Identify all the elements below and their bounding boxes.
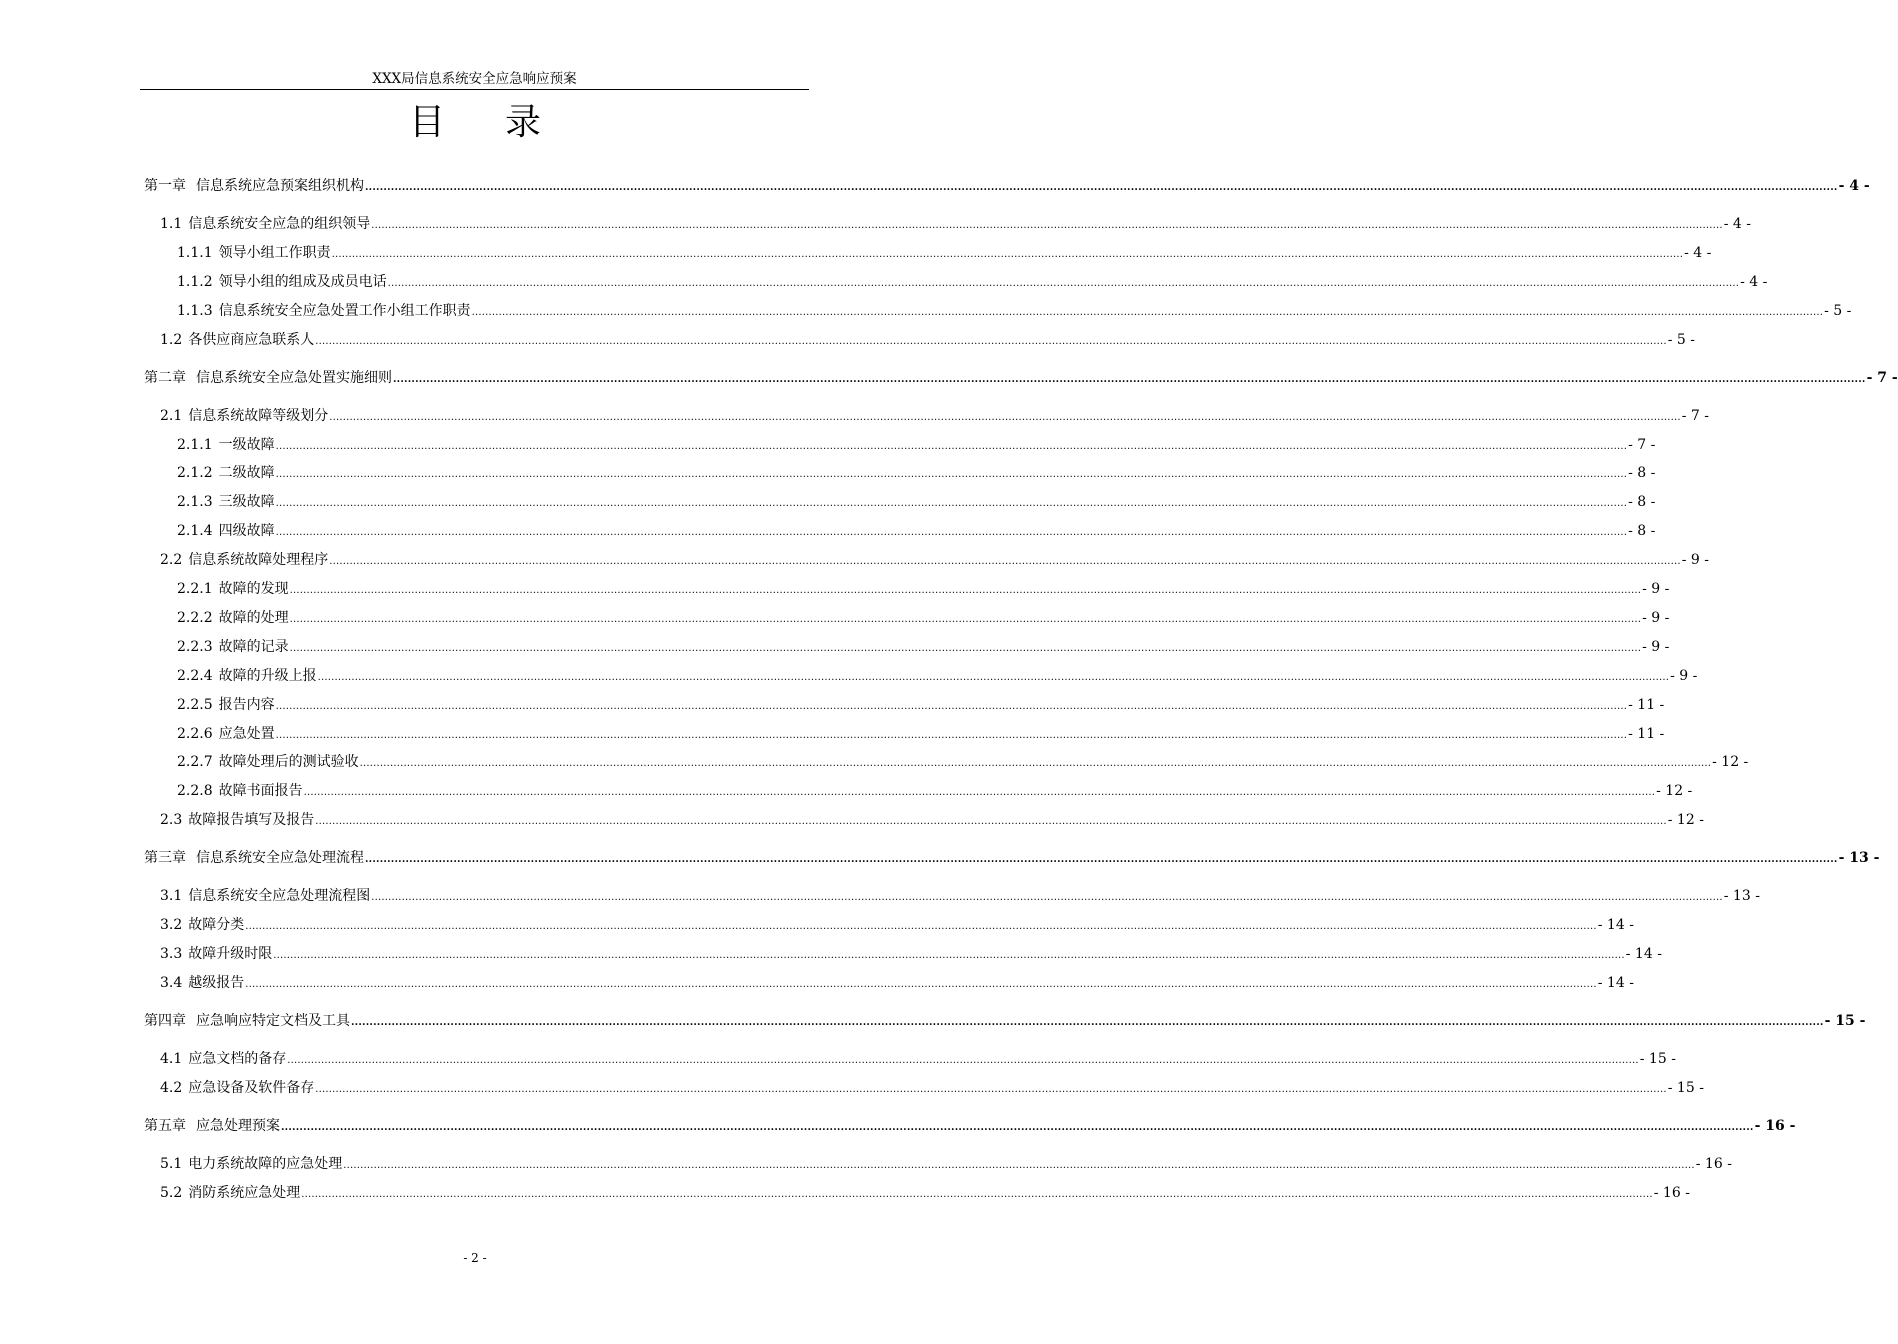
toc-leader-dots: ................................................................................................................................................................................................................................................................................................................................................................................................................ xyxy=(287,1054,1639,1066)
page-number: - 2 - xyxy=(463,1251,487,1265)
toc-entry-label xyxy=(160,810,314,830)
toc-leader-dots: ................................................................................................................................................................................................................................................................................................................................................................................................................ xyxy=(315,335,1667,347)
toc-entry-label xyxy=(160,406,328,426)
toc-entry-title: 应急处置 xyxy=(218,725,275,742)
toc-entry-title: 故障的记录 xyxy=(218,638,289,655)
toc-entry-label xyxy=(177,435,275,455)
toc-entry-label xyxy=(160,1078,314,1098)
toc-entry-title: 电力系统故障的应急处理 xyxy=(188,1155,343,1172)
toc-entry-title: 消防系统应急处理 xyxy=(188,1184,301,1201)
toc-entry-number: 2.2.4 xyxy=(177,667,213,684)
toc-entry-number: 2.3 xyxy=(160,812,183,829)
toc-entry-page: - 16 - xyxy=(1754,1117,1796,1134)
toc-entry-title: 信息系统故障等级划分 xyxy=(188,407,329,424)
toc-entry-number: 4.2 xyxy=(160,1079,183,1096)
toc-entry[interactable] xyxy=(177,463,1656,485)
toc-entry-page: - 14 - xyxy=(1597,917,1634,934)
toc-entry-page: - 13 - xyxy=(1838,850,1880,867)
toc-entry-number: 3.3 xyxy=(160,946,183,962)
toc-entry[interactable] xyxy=(177,608,1670,630)
toc-entry-page: - 9 - xyxy=(1642,581,1670,597)
toc-entry-page: - 16 - xyxy=(1653,1184,1690,1201)
toc-entry-title: 故障书面报告 xyxy=(218,783,303,800)
toc-entry-page: - 9 - xyxy=(1681,552,1710,569)
toc-entry-number: 第四章 xyxy=(144,1012,186,1029)
toc-entry[interactable] xyxy=(177,492,1656,514)
toc-entry-label xyxy=(144,176,364,196)
toc-entry-title: 故障的处理 xyxy=(218,609,289,626)
toc-entry-page: - 9 - xyxy=(1670,667,1698,684)
toc-entry[interactable] xyxy=(177,752,1749,774)
toc-entry-title: 各供应商应急联系人 xyxy=(188,331,315,348)
toc-entry[interactable] xyxy=(160,330,1696,352)
toc-entry-number: 1.1.2 xyxy=(177,273,213,290)
toc-leader-dots: ................................................................................................................................................................................................................................................................................................................................................................................................................ xyxy=(343,1159,1695,1171)
toc-entry-number: 第三章 xyxy=(144,850,186,867)
toc-leader-dots: ................................................................................................................................................................................................................................................................................................................................................................................................................ xyxy=(245,978,1597,990)
toc-entry[interactable] xyxy=(177,579,1670,601)
toc-chapter-entry[interactable] xyxy=(144,848,1880,870)
toc-entry[interactable] xyxy=(177,243,1712,265)
toc-entry-page: - 12 - xyxy=(1712,754,1749,771)
toc-entry[interactable] xyxy=(177,301,1852,323)
toc-entry-label xyxy=(160,944,272,964)
toc-chapter-entry[interactable] xyxy=(144,1011,1866,1033)
toc-entry-title: 越级报告 xyxy=(188,974,245,991)
toc-entry-number: 4.1 xyxy=(160,1050,183,1067)
toc-leader-dots: ................................................................................................................................................................................................................................................................................................................................................................................................................ xyxy=(329,556,1681,568)
toc-entry-label xyxy=(177,637,289,657)
toc-entry-number: 2.1.4 xyxy=(177,523,213,540)
toc-entry-page: - 4 - xyxy=(1740,273,1768,290)
toc-entry-title: 应急设备及软件备存 xyxy=(188,1079,315,1096)
toc-leader-dots: ................................................................................................................................................................................................................................................................................................................................................................................................................ xyxy=(387,277,1740,289)
toc-entry-title: 故障的发现 xyxy=(218,581,289,597)
toc-entry-title: 领导小组工作职责 xyxy=(218,244,331,261)
toc-entry[interactable] xyxy=(160,406,1710,428)
toc-entry-label xyxy=(177,301,471,321)
toc-entry-label xyxy=(177,521,275,541)
toc-entry-page: - 14 - xyxy=(1625,946,1662,962)
toc-entry-page: - 8 - xyxy=(1628,494,1656,511)
toc-entry[interactable] xyxy=(160,915,1634,937)
toc-entry-number: 3.1 xyxy=(160,888,183,905)
toc-leader-dots: ................................................................................................................................................................................................................................................................................................................................................................................................................ xyxy=(351,1016,1824,1028)
toc-leader-dots: ................................................................................................................................................................................................................................................................................................................................................................................................................ xyxy=(371,220,1723,231)
toc-entry[interactable] xyxy=(160,214,1752,236)
toc-leader-dots: ................................................................................................................................................................................................................................................................................................................................................................................................................ xyxy=(329,411,1681,423)
toc-entry[interactable] xyxy=(160,886,1760,908)
toc-entry[interactable] xyxy=(160,973,1634,995)
toc-title-char-2: 录 xyxy=(505,102,542,143)
toc-entry-label xyxy=(177,492,275,512)
toc-entry-number: 3.2 xyxy=(160,917,183,934)
toc-entry[interactable] xyxy=(160,810,1704,832)
toc-leader-dots: ................................................................................................................................................................................................................................................................................................................................................................................................................ xyxy=(275,729,1628,741)
toc-leader-dots: ................................................................................................................................................................................................................................................................................................................................................................................................................ xyxy=(275,469,1628,481)
toc-leader-dots: ................................................................................................................................................................................................................................................................................................................................................................................................................ xyxy=(315,816,1667,828)
toc-chapter-entry[interactable] xyxy=(144,1116,1796,1138)
toc-entry-title: 故障处理后的测试验收 xyxy=(218,754,359,771)
toc-entry-number: 2.1.2 xyxy=(177,465,213,482)
toc-leader-dots: ................................................................................................................................................................................................................................................................................................................................................................................................................ xyxy=(315,1083,1667,1095)
toc-entry-page: - 4 - xyxy=(1723,216,1752,232)
toc-entry-number: 2.2.7 xyxy=(177,754,213,771)
toc-entry-number: 5.2 xyxy=(160,1184,183,1201)
toc-entry-title: 应急文档的备存 xyxy=(188,1050,287,1067)
toc-entry-page: - 9 - xyxy=(1642,638,1670,655)
toc-entry-page: - 4 - xyxy=(1684,244,1712,261)
toc-entry-title: 信息系统安全应急处理流程图 xyxy=(188,888,371,905)
toc-entry-title: 二级故障 xyxy=(218,465,275,482)
toc-leader-dots: ................................................................................................................................................................................................................................................................................................................................................................................................................ xyxy=(275,700,1628,712)
toc-entry-label xyxy=(160,915,244,935)
toc-leader-dots: ................................................................................................................................................................................................................................................................................................................................................................................................................ xyxy=(275,498,1628,510)
toc-entry-page: - 11 - xyxy=(1628,696,1665,713)
toc-entry-title: 信息系统安全应急处置工作小组工作职责 xyxy=(218,302,471,319)
toc-entry[interactable] xyxy=(160,1154,1732,1176)
toc-entry-page: - 8 - xyxy=(1628,465,1656,482)
toc-entry-number: 5.1 xyxy=(160,1155,183,1172)
toc-entry-number: 2.2 xyxy=(160,552,183,569)
toc-leader-dots: ................................................................................................................................................................................................................................................................................................................................................................................................................ xyxy=(371,892,1723,904)
toc-entry-label xyxy=(177,579,289,599)
toc-entry-number: 1.1.1 xyxy=(177,244,213,261)
toc-entry-page: - 15 - xyxy=(1667,1079,1704,1096)
toc-entry-title: 领导小组的组成及成员电话 xyxy=(218,273,387,290)
toc-entry-title: 信息系统故障处理程序 xyxy=(188,552,329,569)
toc-entry-number: 2.1.1 xyxy=(177,436,213,453)
toc-entry-title: 信息系统安全应急的组织领导 xyxy=(188,216,371,232)
toc-entry[interactable] xyxy=(177,272,1768,294)
toc-entry-label xyxy=(144,368,392,388)
toc-entry-page: - 7 - xyxy=(1681,407,1710,424)
toc-entry-page: - 8 - xyxy=(1628,523,1656,540)
toc-entry-number: 2.2.5 xyxy=(177,696,213,713)
toc-entry-title: 故障的升级上报 xyxy=(218,667,317,684)
toc-entry[interactable] xyxy=(177,724,1665,746)
toc-entry-page: - 16 - xyxy=(1695,1155,1732,1172)
toc-entry-number: 2.2.6 xyxy=(177,725,213,742)
toc-leader-dots: ................................................................................................................................................................................................................................................................................................................................................................................................................ xyxy=(289,585,1642,596)
toc-entry-page: - 4 - xyxy=(1838,178,1870,194)
toc-entry-page: - 5 - xyxy=(1667,331,1696,348)
toc-entry-page: - 13 - xyxy=(1723,888,1760,905)
toc-entry-number: 3.4 xyxy=(160,974,183,991)
toc-entry-label xyxy=(177,243,331,263)
toc-entry-label xyxy=(144,1116,280,1136)
toc-entry-title: 故障升级时限 xyxy=(188,946,273,962)
toc-leader-dots: ................................................................................................................................................................................................................................................................................................................................................................................................................ xyxy=(303,787,1656,799)
toc-entry[interactable] xyxy=(160,1183,1690,1205)
toc-entry-number: 第五章 xyxy=(144,1117,186,1134)
toc-leader-dots: ................................................................................................................................................................................................................................................................................................................................................................................................................ xyxy=(393,373,1866,385)
toc-leader-dots: ................................................................................................................................................................................................................................................................................................................................................................................................................ xyxy=(289,613,1642,625)
toc-entry-number: 2.2.1 xyxy=(177,581,213,597)
toc-entry-page: - 12 - xyxy=(1667,812,1704,829)
toc-entry-number: 1.2 xyxy=(160,331,183,348)
toc-leader-dots: ................................................................................................................................................................................................................................................................................................................................................................................................................ xyxy=(317,671,1670,683)
toc-entry-label xyxy=(160,1154,342,1174)
toc-leader-dots: ................................................................................................................................................................................................................................................................................................................................................................................................................ xyxy=(471,306,1824,318)
toc-entry-title: 故障分类 xyxy=(188,917,245,934)
toc-entry-label xyxy=(144,848,364,868)
toc-entry-title: 信息系统安全应急处理流程 xyxy=(196,850,364,867)
toc-entry-label xyxy=(160,1049,286,1069)
toc-entry-title: 应急处理预案 xyxy=(196,1117,280,1134)
toc-entry-label xyxy=(160,973,244,993)
toc-entry-title: 信息系统安全应急处置实施细则 xyxy=(196,369,392,386)
toc-entry[interactable] xyxy=(160,1078,1704,1100)
toc-entry[interactable] xyxy=(160,944,1662,966)
toc-entry-number: 第二章 xyxy=(144,369,186,386)
toc-entry-number: 2.1 xyxy=(160,407,183,424)
toc-entry[interactable] xyxy=(177,637,1670,659)
toc-entry-label xyxy=(160,330,314,350)
toc-leader-dots: ................................................................................................................................................................................................................................................................................................................................................................................................................ xyxy=(273,950,1625,961)
toc-entry[interactable] xyxy=(177,435,1656,457)
toc-entry[interactable] xyxy=(177,695,1665,717)
toc-entry-number: 第一章 xyxy=(144,178,186,194)
toc-entry-number: 2.2.8 xyxy=(177,783,213,800)
toc-entry-title: 故障报告填写及报告 xyxy=(188,812,315,829)
toc-entry-page: - 14 - xyxy=(1597,974,1634,991)
toc-entry-page: - 5 - xyxy=(1824,302,1852,319)
toc-entry-number: 1.1 xyxy=(160,216,183,232)
toc-entry-label xyxy=(177,463,275,483)
toc-entry-page: - 7 - xyxy=(1628,436,1656,453)
toc-entry-number: 2.1.3 xyxy=(177,494,213,511)
toc-entry-label xyxy=(160,550,328,570)
toc-entry-title: 应急响应特定文档及工具 xyxy=(196,1012,350,1029)
toc-entry-title: 四级故障 xyxy=(218,523,275,540)
toc-leader-dots: ................................................................................................................................................................................................................................................................................................................................................................................................................ xyxy=(331,248,1684,260)
toc-entry[interactable] xyxy=(177,521,1656,543)
toc-leader-dots: ................................................................................................................................................................................................................................................................................................................................................................................................................ xyxy=(275,527,1628,539)
toc-entry-title: 一级故障 xyxy=(218,436,275,453)
toc-chapter-entry[interactable] xyxy=(144,368,1898,390)
toc-leader-dots: ................................................................................................................................................................................................................................................................................................................................................................................................................ xyxy=(289,642,1642,654)
toc-entry-title: 三级故障 xyxy=(218,494,275,511)
running-header: XXX局信息系统安全应急响应预案 xyxy=(140,70,809,90)
toc-entry-title: 信息系统应急预案组织机构 xyxy=(196,178,364,194)
toc-leader-dots: ................................................................................................................................................................................................................................................................................................................................................................................................................ xyxy=(365,854,1838,866)
toc-entry-label xyxy=(160,214,370,234)
toc-entry[interactable] xyxy=(160,550,1710,572)
toc-leader-dots: ................................................................................................................................................................................................................................................................................................................................................................................................................ xyxy=(359,758,1712,770)
toc-entry-page: - 7 - xyxy=(1866,369,1898,386)
toc-entry[interactable] xyxy=(177,666,1698,688)
toc-entry-label xyxy=(177,695,275,715)
toc-entry-title: 报告内容 xyxy=(218,696,275,713)
toc-leader-dots: ................................................................................................................................................................................................................................................................................................................................................................................................................ xyxy=(301,1188,1653,1200)
toc-entry-number: 2.2.3 xyxy=(177,638,213,655)
toc-entry-label xyxy=(177,666,317,686)
toc-title xyxy=(0,98,950,148)
toc-entry-label xyxy=(144,1011,350,1031)
toc-entry-label xyxy=(177,272,387,292)
toc-entry-label xyxy=(160,886,370,906)
toc-entry-number: 2.2.2 xyxy=(177,609,213,626)
toc-entry-page: - 15 - xyxy=(1639,1050,1676,1067)
toc-leader-dots: ................................................................................................................................................................................................................................................................................................................................................................................................................ xyxy=(245,921,1597,933)
toc-entry-number: 1.1.3 xyxy=(177,302,213,319)
toc-entry-label xyxy=(177,752,359,772)
toc-title-char-1: 目 xyxy=(408,102,445,143)
toc-leader-dots: ................................................................................................................................................................................................................................................................................................................................................................................................................ xyxy=(275,440,1628,452)
toc-leader-dots: ................................................................................................................................................................................................................................................................................................................................................................................................................ xyxy=(365,182,1838,193)
toc-entry-label xyxy=(177,608,289,628)
toc-entry-page: - 15 - xyxy=(1824,1012,1866,1029)
toc-entry[interactable] xyxy=(177,781,1693,803)
toc-leader-dots: ................................................................................................................................................................................................................................................................................................................................................................................................................ xyxy=(281,1121,1754,1133)
toc-chapter-entry[interactable] xyxy=(144,176,1870,198)
toc-entry-label xyxy=(177,781,303,801)
toc-entry-page: - 12 - xyxy=(1656,783,1693,800)
toc-entry-label xyxy=(177,724,275,744)
toc-entry-page: - 9 - xyxy=(1642,609,1670,626)
toc-entry[interactable] xyxy=(160,1049,1676,1071)
toc-entry-page: - 11 - xyxy=(1628,725,1665,742)
toc-entry-label xyxy=(160,1183,300,1203)
